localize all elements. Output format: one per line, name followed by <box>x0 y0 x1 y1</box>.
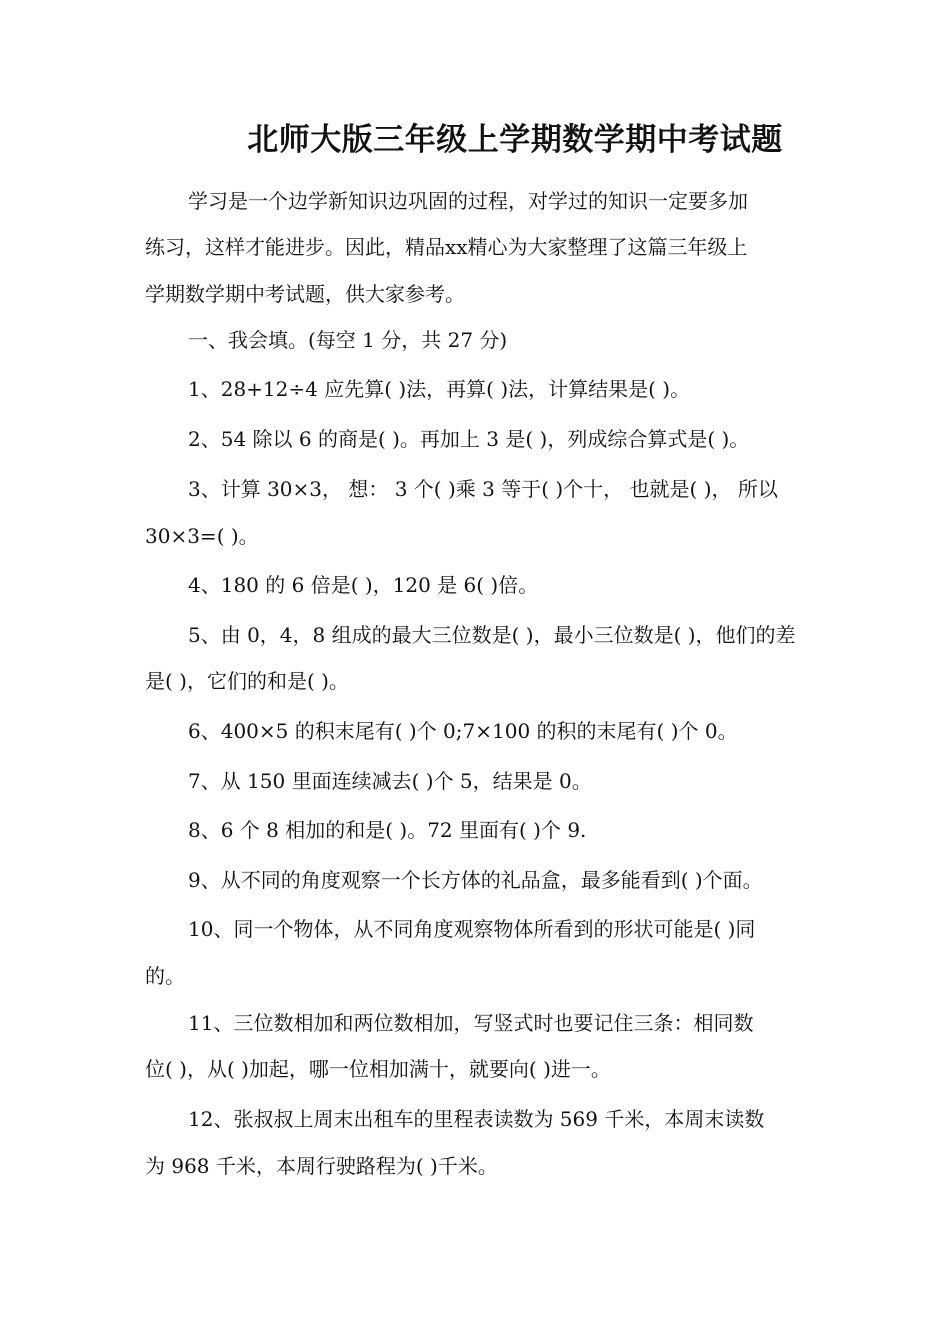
intro-line-1: 学习是一个边学新知识边巩固的过程，对学过的知识一定要多加 <box>188 189 748 213</box>
question-1: 1、28+12÷4 应先算( )法，再算( )法，计算结果是( )。 <box>188 377 691 401</box>
question-8: 8、6 个 8 相加的和是( )。72 里面有( )个 9. <box>188 818 587 842</box>
intro-line-2: 练习，这样才能进步。因此，精品xx精心为大家整理了这篇三年级上 <box>145 235 748 259</box>
question-10-cont: 的。 <box>145 964 185 988</box>
question-5-cont: 是( )，它们的和是( )。 <box>145 669 349 693</box>
intro-line-3: 学期数学期中考试题，供大家参考。 <box>145 282 465 306</box>
question-12: 12、张叔叔上周末出租车的里程表读数为 569 千米，本周末读数 <box>188 1107 765 1131</box>
question-10: 10、同一个物体，从不同角度观察物体所看到的形状可能是( )同 <box>188 917 756 941</box>
question-3: 3、计算 30×3， 想： 3 个( )乘 3 等于( )个十， 也就是( )， 所以 <box>188 477 778 501</box>
question-4: 4、180 的 6 倍是( )，120 是 6( )倍。 <box>188 573 539 597</box>
question-6: 6、400×5 的积末尾有( )个 0;7×100 的积的末尾有( )个 0。 <box>188 719 738 743</box>
question-11: 11、三位数相加和两位数相加，写竖式时也要记住三条：相同数 <box>188 1011 754 1035</box>
question-5: 5、由 0，4，8 组成的最大三位数是( )，最小三位数是( )，他们的差 <box>188 623 796 647</box>
question-12-cont: 为 968 千米，本周行驶路程为( )千米。 <box>145 1154 498 1178</box>
question-2: 2、54 除以 6 的商是( )。再加上 3 是( )，列成综合算式是( )。 <box>188 427 750 451</box>
question-9: 9、从不同的角度观察一个长方体的礼品盒，最多能看到( )个面。 <box>188 868 763 892</box>
question-7: 7、从 150 里面连续减去( )个 5，结果是 0。 <box>188 769 592 793</box>
document-title: 北师大版三年级上学期数学期中考试题 <box>247 122 783 158</box>
question-11-cont: 位( )，从( )加起，哪一位相加满十，就要向( )进一。 <box>145 1057 611 1081</box>
section-heading: 一、我会填。(每空 1 分，共 27 分) <box>188 328 508 352</box>
question-3-cont: 30×3=( )。 <box>145 524 259 548</box>
